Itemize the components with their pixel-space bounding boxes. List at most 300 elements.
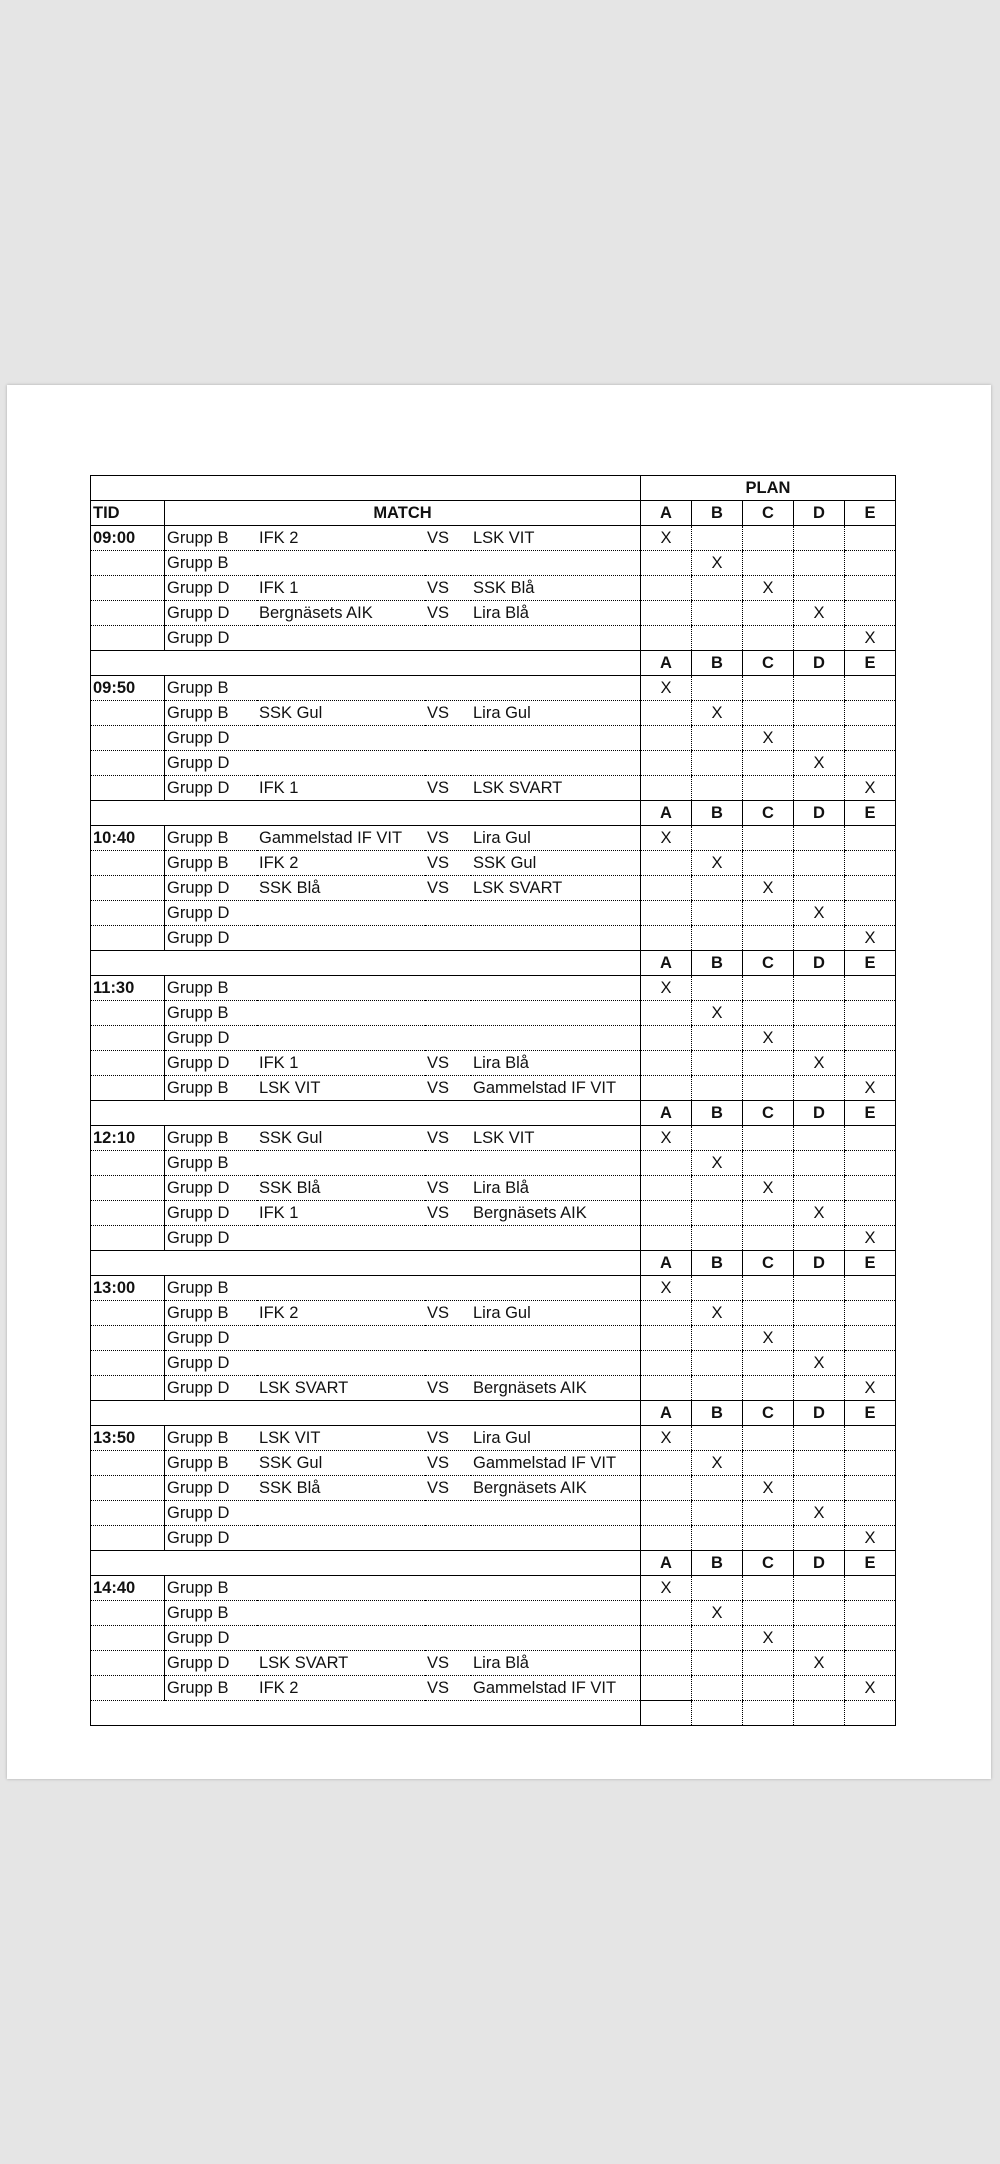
vs-cell: VS — [425, 1376, 471, 1401]
plan-mark-e — [845, 1151, 896, 1176]
plan-header-row — [91, 651, 896, 676]
plan-mark-d — [794, 1526, 845, 1551]
end-plan-cell-d — [794, 1701, 845, 1726]
group-cell: Grupp D — [165, 1626, 258, 1651]
time-cell: 14:40 — [91, 1576, 165, 1601]
plan-mark-a — [641, 901, 692, 926]
away-team-cell: LSK SVART — [471, 876, 641, 901]
vs-cell: VS — [425, 876, 471, 901]
plan-mark-a — [641, 1651, 692, 1676]
plan-mark-d — [794, 1226, 845, 1251]
home-team-cell — [257, 1601, 425, 1626]
plan-col-header-c: C — [743, 801, 794, 826]
home-team-cell — [257, 726, 425, 751]
plan-mark-b: X — [692, 1001, 743, 1026]
time-cell — [91, 776, 165, 801]
plan-mark-e — [845, 751, 896, 776]
group-cell: Grupp D — [165, 1226, 258, 1251]
home-team-cell — [257, 1326, 425, 1351]
plan-mark-e — [845, 601, 896, 626]
time-cell — [91, 1501, 165, 1526]
vs-cell: VS — [425, 851, 471, 876]
plan-mark-c — [743, 1376, 794, 1401]
group-cell: Grupp B — [165, 851, 258, 876]
plan-mark-c: X — [743, 726, 794, 751]
plan-mark-d — [794, 1276, 845, 1301]
match-row — [91, 1001, 896, 1026]
away-team-cell: Gammelstad IF VIT — [471, 1076, 641, 1101]
plan-mark-c — [743, 1651, 794, 1676]
home-team-cell: Gammelstad IF VIT — [257, 826, 425, 851]
plan-mark-a — [641, 1301, 692, 1326]
time-cell — [91, 701, 165, 726]
plan-mark-a — [641, 1176, 692, 1201]
group-cell: Grupp B — [165, 1151, 258, 1176]
plan-col-header-a: A — [641, 1101, 692, 1126]
match-row — [91, 826, 896, 851]
match-row — [91, 1576, 896, 1601]
match-row — [91, 851, 896, 876]
group-cell: Grupp D — [165, 626, 258, 651]
time-cell: 09:50 — [91, 676, 165, 701]
vs-cell — [425, 1276, 471, 1301]
plan-mark-d — [794, 1001, 845, 1026]
plan-mark-b: X — [692, 1601, 743, 1626]
plan-mark-a — [641, 1376, 692, 1401]
plan-mark-d — [794, 626, 845, 651]
plan-mark-d — [794, 826, 845, 851]
plan-mark-b: X — [692, 1151, 743, 1176]
plan-mark-a — [641, 776, 692, 801]
plan-mark-d: X — [794, 1501, 845, 1526]
group-cell: Grupp B — [165, 1076, 258, 1101]
time-cell — [91, 726, 165, 751]
vs-cell: VS — [425, 1476, 471, 1501]
away-team-cell — [471, 926, 641, 951]
plan-mark-c: X — [743, 876, 794, 901]
plan-mark-d — [794, 1076, 845, 1101]
plan-mark-d — [794, 1151, 845, 1176]
home-team-cell: IFK 1 — [257, 1051, 425, 1076]
header-blank-cell — [91, 801, 641, 826]
home-team-cell — [257, 1526, 425, 1551]
plan-mark-d — [794, 1301, 845, 1326]
plan-mark-e — [845, 1176, 896, 1201]
time-cell — [91, 626, 165, 651]
home-team-cell: SSK Blå — [257, 1476, 425, 1501]
time-cell — [91, 1001, 165, 1026]
plan-mark-b: X — [692, 1451, 743, 1476]
plan-mark-d — [794, 1326, 845, 1351]
plan-mark-a: X — [641, 1576, 692, 1601]
plan-mark-c: X — [743, 576, 794, 601]
plan-mark-a — [641, 626, 692, 651]
plan-mark-c — [743, 551, 794, 576]
plan-mark-e — [845, 851, 896, 876]
vs-cell — [425, 751, 471, 776]
plan-mark-d — [794, 851, 845, 876]
time-cell: 09:00 — [91, 526, 165, 551]
away-team-cell — [471, 551, 641, 576]
plan-mark-c: X — [743, 1626, 794, 1651]
match-row — [91, 626, 896, 651]
plan-mark-a — [641, 1001, 692, 1026]
plan-col-header-a: A — [641, 801, 692, 826]
match-row — [91, 1676, 896, 1701]
plan-mark-c — [743, 901, 794, 926]
plan-mark-c: X — [743, 1326, 794, 1351]
plan-mark-c — [743, 1451, 794, 1476]
schedule-body — [91, 476, 896, 1726]
away-team-cell: LSK VIT — [471, 1126, 641, 1151]
plan-mark-d: X — [794, 1201, 845, 1226]
plan-mark-e — [845, 901, 896, 926]
plan-col-header-b: B — [692, 951, 743, 976]
plan-col-header-b: B — [692, 1101, 743, 1126]
group-cell: Grupp D — [165, 1176, 258, 1201]
plan-mark-b — [692, 1076, 743, 1101]
plan-col-header-d: D — [794, 951, 845, 976]
vs-cell — [425, 1626, 471, 1651]
vs-cell: VS — [425, 826, 471, 851]
plan-mark-c — [743, 926, 794, 951]
home-team-cell: LSK VIT — [257, 1426, 425, 1451]
plan-col-header-c: C — [743, 951, 794, 976]
time-cell — [91, 601, 165, 626]
group-cell: Grupp B — [165, 1601, 258, 1626]
match-row — [91, 1276, 896, 1301]
plan-mark-b — [692, 901, 743, 926]
plan-mark-e: X — [845, 1376, 896, 1401]
plan-col-header-c: C — [743, 1251, 794, 1276]
away-team-cell: Lira Blå — [471, 1051, 641, 1076]
home-team-cell — [257, 1226, 425, 1251]
plan-mark-d — [794, 1426, 845, 1451]
home-team-cell — [257, 1001, 425, 1026]
vs-cell — [425, 1501, 471, 1526]
plan-mark-c — [743, 1226, 794, 1251]
plan-mark-d — [794, 1576, 845, 1601]
match-row — [91, 1176, 896, 1201]
vs-cell: VS — [425, 1201, 471, 1226]
plan-mark-a — [641, 576, 692, 601]
time-cell — [91, 751, 165, 776]
plan-mark-e — [845, 1126, 896, 1151]
plan-mark-d: X — [794, 601, 845, 626]
plan-mark-c — [743, 776, 794, 801]
group-cell: Grupp B — [165, 526, 258, 551]
match-row — [91, 701, 896, 726]
vs-cell — [425, 1601, 471, 1626]
plan-mark-e — [845, 1601, 896, 1626]
plan-mark-c: X — [743, 1026, 794, 1051]
time-cell — [91, 1351, 165, 1376]
vs-cell: VS — [425, 526, 471, 551]
away-team-cell: SSK Blå — [471, 576, 641, 601]
group-cell: Grupp D — [165, 1476, 258, 1501]
away-team-cell — [471, 1026, 641, 1051]
plan-mark-b — [692, 1351, 743, 1376]
match-row — [91, 1601, 896, 1626]
plan-mark-e — [845, 1451, 896, 1476]
home-team-cell — [257, 676, 425, 701]
vs-cell: VS — [425, 1126, 471, 1151]
vs-cell — [425, 926, 471, 951]
time-cell — [91, 851, 165, 876]
plan-col-header-a: A — [641, 1551, 692, 1576]
plan-mark-b: X — [692, 1301, 743, 1326]
plan-mark-a — [641, 1526, 692, 1551]
plan-col-header-b: B — [692, 1251, 743, 1276]
plan-col-header-c: C — [743, 651, 794, 676]
plan-mark-a: X — [641, 1426, 692, 1451]
plan-mark-e — [845, 1201, 896, 1226]
away-team-cell: SSK Gul — [471, 851, 641, 876]
plan-mark-d — [794, 1676, 845, 1701]
away-team-cell — [471, 1576, 641, 1601]
match-row — [91, 1626, 896, 1651]
end-blank-cell — [91, 1701, 641, 1726]
group-cell: Grupp D — [165, 1326, 258, 1351]
title-blank-cell — [91, 476, 641, 501]
home-team-cell: IFK 2 — [257, 1301, 425, 1326]
plan-mark-a: X — [641, 1126, 692, 1151]
home-team-cell: IFK 2 — [257, 851, 425, 876]
plan-col-header-a: A — [641, 1401, 692, 1426]
plan-mark-c — [743, 1426, 794, 1451]
plan-mark-c — [743, 1351, 794, 1376]
plan-mark-b — [692, 776, 743, 801]
away-team-cell — [471, 901, 641, 926]
group-cell: Grupp D — [165, 1651, 258, 1676]
time-cell: 13:00 — [91, 1276, 165, 1301]
plan-mark-b — [692, 1501, 743, 1526]
plan-mark-a — [641, 1026, 692, 1051]
match-row — [91, 526, 896, 551]
vs-cell — [425, 676, 471, 701]
plan-col-header-e: E — [845, 951, 896, 976]
plan-mark-c — [743, 826, 794, 851]
time-cell — [91, 1226, 165, 1251]
plan-col-header-e: E — [845, 1251, 896, 1276]
match-row — [91, 726, 896, 751]
plan-header-row — [91, 1551, 896, 1576]
plan-mark-b: X — [692, 851, 743, 876]
plan-mark-a: X — [641, 826, 692, 851]
plan-mark-d — [794, 1126, 845, 1151]
plan-mark-a — [641, 1476, 692, 1501]
away-team-cell — [471, 1326, 641, 1351]
plan-mark-d — [794, 1626, 845, 1651]
home-team-cell: IFK 1 — [257, 1201, 425, 1226]
plan-mark-b — [692, 751, 743, 776]
vs-cell: VS — [425, 1301, 471, 1326]
match-row — [91, 1476, 896, 1501]
group-cell: Grupp B — [165, 676, 258, 701]
time-cell: 10:40 — [91, 826, 165, 851]
plan-mark-a — [641, 1226, 692, 1251]
plan-mark-d — [794, 701, 845, 726]
plan-mark-c — [743, 751, 794, 776]
vs-cell — [425, 1151, 471, 1176]
time-cell — [91, 1626, 165, 1651]
plan-mark-e — [845, 1051, 896, 1076]
time-cell — [91, 1676, 165, 1701]
vs-cell — [425, 976, 471, 1001]
home-team-cell — [257, 626, 425, 651]
group-cell: Grupp B — [165, 1001, 258, 1026]
match-row — [91, 776, 896, 801]
header-blank-cell — [91, 1401, 641, 1426]
column-header-tid: TID — [91, 501, 165, 526]
time-cell — [91, 1301, 165, 1326]
plan-mark-b — [692, 1576, 743, 1601]
plan-mark-a — [641, 1151, 692, 1176]
away-team-cell — [471, 751, 641, 776]
plan-mark-b — [692, 1201, 743, 1226]
away-team-cell — [471, 1276, 641, 1301]
plan-mark-a — [641, 1076, 692, 1101]
home-team-cell: LSK SVART — [257, 1376, 425, 1401]
away-team-cell: Gammelstad IF VIT — [471, 1451, 641, 1476]
match-row — [91, 1326, 896, 1351]
time-cell — [91, 1601, 165, 1626]
away-team-cell — [471, 976, 641, 1001]
group-cell: Grupp B — [165, 1576, 258, 1601]
plan-mark-b: X — [692, 551, 743, 576]
away-team-cell — [471, 726, 641, 751]
vs-cell — [425, 1576, 471, 1601]
group-cell: Grupp D — [165, 726, 258, 751]
time-cell — [91, 1176, 165, 1201]
plan-mark-e — [845, 1351, 896, 1376]
plan-mark-e: X — [845, 626, 896, 651]
plan-mark-c — [743, 601, 794, 626]
plan-mark-b — [692, 826, 743, 851]
plan-mark-b — [692, 1626, 743, 1651]
plan-mark-e — [845, 1426, 896, 1451]
plan-mark-c: X — [743, 1476, 794, 1501]
time-cell — [91, 576, 165, 601]
plan-mark-c — [743, 1151, 794, 1176]
plan-mark-b — [692, 576, 743, 601]
plan-mark-c — [743, 1601, 794, 1626]
plan-mark-a: X — [641, 526, 692, 551]
plan-col-header-e: E — [845, 801, 896, 826]
plan-col-header-e: E — [845, 1551, 896, 1576]
plan-col-header-e: E — [845, 651, 896, 676]
plan-mark-b — [692, 1651, 743, 1676]
away-team-cell — [471, 1226, 641, 1251]
home-team-cell — [257, 1501, 425, 1526]
away-team-cell: Lira Gul — [471, 1426, 641, 1451]
home-team-cell — [257, 1151, 425, 1176]
time-cell — [91, 1451, 165, 1476]
plan-col-header-a: A — [641, 651, 692, 676]
time-cell — [91, 1326, 165, 1351]
plan-mark-a — [641, 601, 692, 626]
plan-mark-c: X — [743, 1176, 794, 1201]
home-team-cell: IFK 2 — [257, 1676, 425, 1701]
plan-col-header-b: B — [692, 1551, 743, 1576]
vs-cell — [425, 626, 471, 651]
match-row — [91, 1451, 896, 1476]
match-row — [91, 901, 896, 926]
home-team-cell — [257, 1276, 425, 1301]
home-team-cell: IFK 1 — [257, 776, 425, 801]
group-cell: Grupp B — [165, 1426, 258, 1451]
plan-mark-a — [641, 1201, 692, 1226]
plan-mark-d — [794, 576, 845, 601]
away-team-cell — [471, 1526, 641, 1551]
time-cell — [91, 1026, 165, 1051]
group-cell: Grupp B — [165, 1276, 258, 1301]
plan-header-row — [91, 1251, 896, 1276]
match-row — [91, 1376, 896, 1401]
group-cell: Grupp D — [165, 601, 258, 626]
match-row — [91, 1501, 896, 1526]
home-team-cell: IFK 2 — [257, 526, 425, 551]
group-cell: Grupp D — [165, 1376, 258, 1401]
home-team-cell: SSK Blå — [257, 1176, 425, 1201]
plan-mark-a — [641, 1351, 692, 1376]
away-team-cell — [471, 676, 641, 701]
plan-col-header-d: D — [794, 651, 845, 676]
vs-cell — [425, 1026, 471, 1051]
away-team-cell: Lira Gul — [471, 1301, 641, 1326]
plan-mark-c — [743, 1126, 794, 1151]
plan-mark-a — [641, 851, 692, 876]
plan-mark-e — [845, 1626, 896, 1651]
plan-mark-a: X — [641, 676, 692, 701]
group-cell: Grupp D — [165, 1501, 258, 1526]
group-cell: Grupp D — [165, 1201, 258, 1226]
plan-mark-d: X — [794, 901, 845, 926]
vs-cell: VS — [425, 701, 471, 726]
vs-cell: VS — [425, 576, 471, 601]
plan-mark-a: X — [641, 976, 692, 1001]
plan-mark-b — [692, 676, 743, 701]
plan-mark-d — [794, 1026, 845, 1051]
plan-mark-d — [794, 1451, 845, 1476]
vs-cell: VS — [425, 1051, 471, 1076]
plan-mark-c — [743, 1526, 794, 1551]
away-team-cell — [471, 1151, 641, 1176]
plan-mark-e: X — [845, 1226, 896, 1251]
away-team-cell: Gammelstad IF VIT — [471, 1676, 641, 1701]
group-cell: Grupp D — [165, 1026, 258, 1051]
plan-mark-e: X — [845, 1076, 896, 1101]
plan-mark-e — [845, 1001, 896, 1026]
group-cell: Grupp B — [165, 1451, 258, 1476]
plan-col-header-d: D — [794, 801, 845, 826]
vs-cell: VS — [425, 1676, 471, 1701]
plan-mark-e — [845, 1576, 896, 1601]
plan-col-header-d: D — [794, 1101, 845, 1126]
vs-cell — [425, 1326, 471, 1351]
plan-mark-b — [692, 726, 743, 751]
plan-mark-e — [845, 701, 896, 726]
plan-col-header-c: C — [743, 1101, 794, 1126]
plan-mark-c — [743, 976, 794, 1001]
plan-mark-d: X — [794, 1051, 845, 1076]
plan-mark-b — [692, 1676, 743, 1701]
group-cell: Grupp B — [165, 701, 258, 726]
end-plan-cell-a — [641, 1701, 692, 1726]
away-team-cell: Bergnäsets AIK — [471, 1476, 641, 1501]
plan-mark-a — [641, 751, 692, 776]
vs-cell: VS — [425, 1176, 471, 1201]
